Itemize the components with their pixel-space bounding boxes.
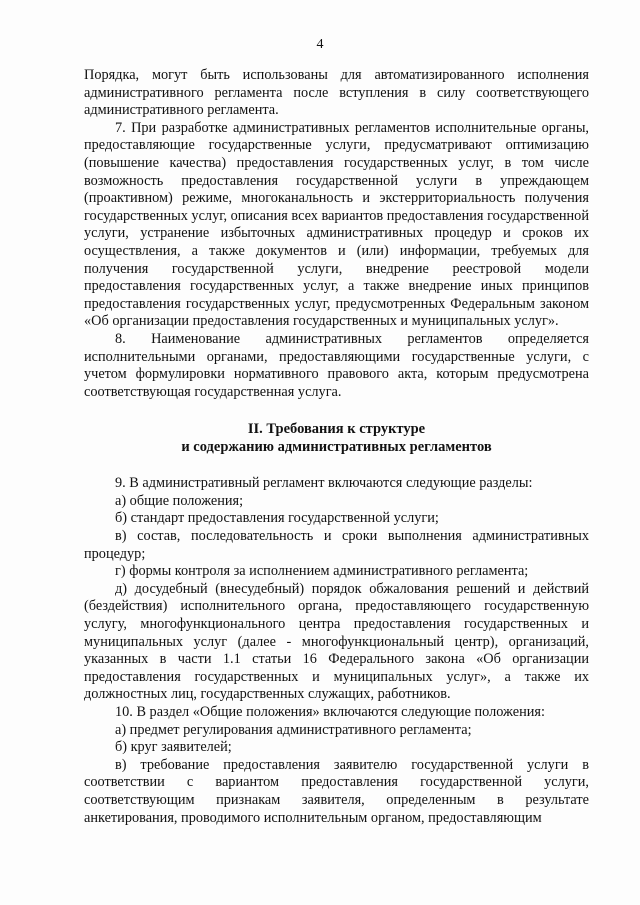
paragraph: в) требование предоставления заявителю государственной услуги в соответствии с вариантом предоставления государственной услуги, соответствующим признакам заявителя, определенным в результате анкетирования, проводимого исполнительным органом, предоставляющим [84, 756, 589, 826]
paragraph: 9. В административный регламент включаются следующие разделы: [115, 475, 533, 492]
paragraph: 8. Наименование административных регламентов определяется исполнительными органами, предоставляющими государственные услуги, с учетом формулировки нормативного правового акта, которым предусмотрена соответствующая государственная услуга. [84, 330, 589, 400]
paragraph: Порядка, могут быть использованы для автоматизированного исполнения административного регламента после вступления в силу соответствующего административного регламента. [84, 67, 589, 119]
section-heading-line: II. Требования к структуре [247, 421, 426, 438]
paragraph: б) круг заявителей; [115, 739, 232, 756]
paragraph: а) предмет регулирования административного регламента; [115, 721, 472, 738]
paragraph: 10. В раздел «Общие положения» включаются следующие положения: [115, 704, 545, 720]
paragraph: 7. При разработке административных регламентов исполнительные органы, предоставляющие государственные услуги, предусматривают оптимизацию (повышение качества) предоставления государственных услуг, в том числе возможность предоставления государственной услуги в упреждающем (проактивном) режиме, многоканальность и экстерриториальность получения государственных услуг, описания всех вариантов предоставления государственной услуги, устранение избыточных административных процедур и сроков их осуществления, а также документов и (или) информации, требуемых для получения государственной услуги, внедрение реестровой модели предоставления государственных услуг, а также внедрение иных принципов предоставления государственных услуг, предусмотренных Федеральным законом «Об организации предоставления государственных и муниципальных услуг». [84, 119, 589, 330]
section-heading [84, 420, 589, 456]
paragraph: а) общие положения; [115, 492, 244, 509]
document-body [84, 67, 589, 827]
paragraph: в) состав, последовательность и сроки выполнения административных процедур; [84, 528, 589, 562]
page-number: 4 [316, 37, 324, 52]
section-heading-line: и содержанию административных регламентов [181, 439, 492, 456]
paragraph: б) стандарт предоставления государственной услуги; [115, 510, 439, 527]
paragraph: г) формы контроля за исполнением административного регламента; [115, 563, 529, 580]
paragraph: д) досудебный (внесудебный) порядок обжалования решений и действий (бездействия) исполнительного органа, предоставляющего государственную услугу, многофункционального центра предоставления государственных и муниципальных услуг (далее - многофункциональный центр), организаций, указанных в части 1.1 статьи 16 Федерального закона «Об организации предоставления государственных и муниципальных услуг», а также их должностных лиц, государственных служащих, работников. [84, 580, 589, 703]
